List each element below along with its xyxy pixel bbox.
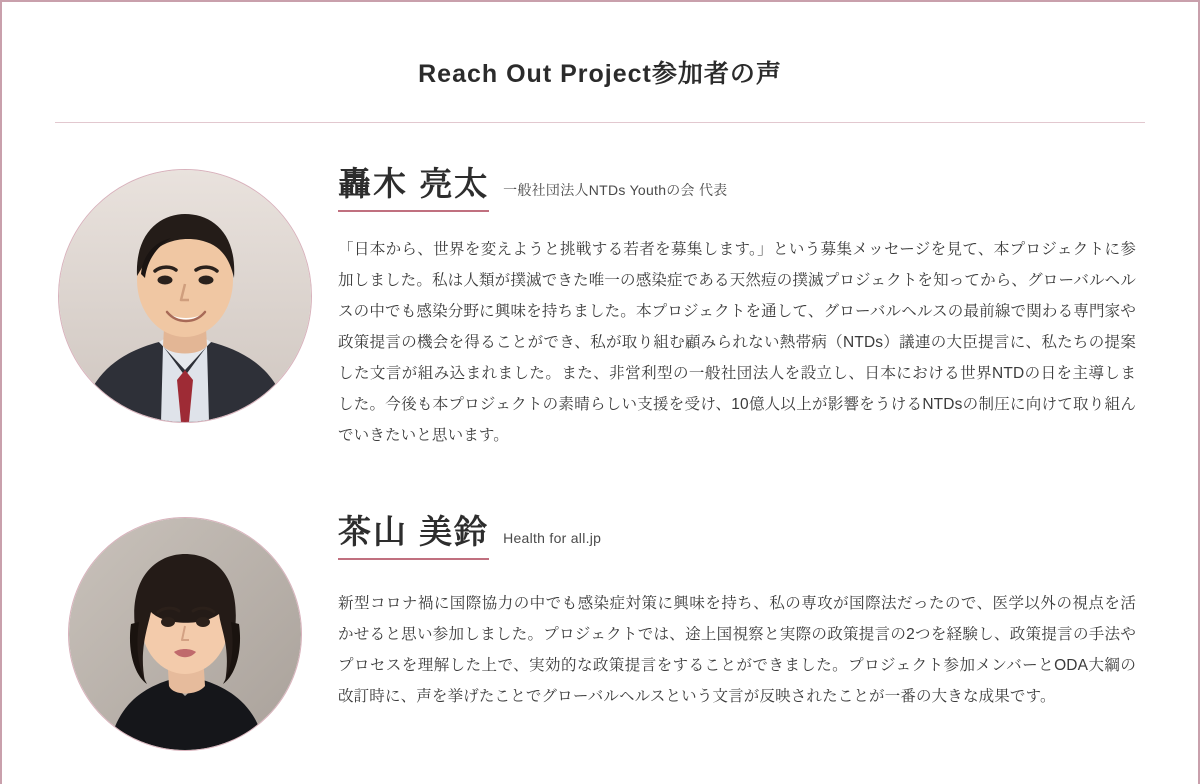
testimonial-text: 「日本から、世界を変えようと挑戦する若者を募集します。」という募集メッセージを見て、本プロジェクトに参加しました。私は人類が撲滅できた唯一の感染症である天然痘の撲滅プロジェクトを知ってから、グローバルヘルスの中でも感染分野に興味を持ちました。本プロジェクトを通して、グローバルヘルスの最前線で関わる専門家や政策提言の機会を得ることができ、私が取り組む顧みられない熱帯病（NTDs）議連の大臣提言に、私たちの提案した文言が組み込まれました。また、非営利型の一般社団法人を設立し、日本における世界NTDの日を主導しました。今後も本プロジェクトの素晴らしい支援を受け、10億人以上が影響をうけるNTDsの制圧に向けて取り組んでいきたいと思います。 [338, 241, 1136, 445]
testimonial-item [54, 163, 1146, 467]
page-title: Reach Out Project参加者の声 [418, 60, 782, 88]
testimonial-text: 新型コロナ禍に国際協力の中でも感染症対策に興味を持ち、私の専攻が国際法だったので、医学以外の視点を活かせると思い参加しました。プロジェクトでは、途上国視察と実際の政策提言の2つを経験し、政策提言の手法やプロセスを理解した上で、実効的な政策提言をすることができました。プロジェクト参加メンバーとODA大綱の改訂時に、声を挙げたことでグローバルヘルスという文言が反映されたことが一番の大きな成果です。 [338, 595, 1136, 705]
person-affiliation: 一般社団法人NTDs Youthの会 代表 [503, 182, 728, 198]
person-name: 茶山 美鈴 [338, 511, 489, 560]
person-header [338, 511, 1136, 560]
avatar-container [54, 163, 316, 423]
person-header [338, 163, 1136, 212]
portrait-male-icon [59, 170, 311, 422]
avatar-container [54, 511, 316, 751]
testimonial-list [2, 123, 1198, 751]
testimonial-content [316, 511, 1146, 728]
person-name: 轟木 亮太 [338, 163, 489, 212]
avatar [68, 517, 302, 751]
portrait-female-icon [69, 518, 301, 750]
avatar [58, 169, 312, 423]
person-affiliation: Health for all.jp [503, 529, 602, 546]
testimonial-content [316, 163, 1146, 467]
testimonial-item [54, 511, 1146, 751]
